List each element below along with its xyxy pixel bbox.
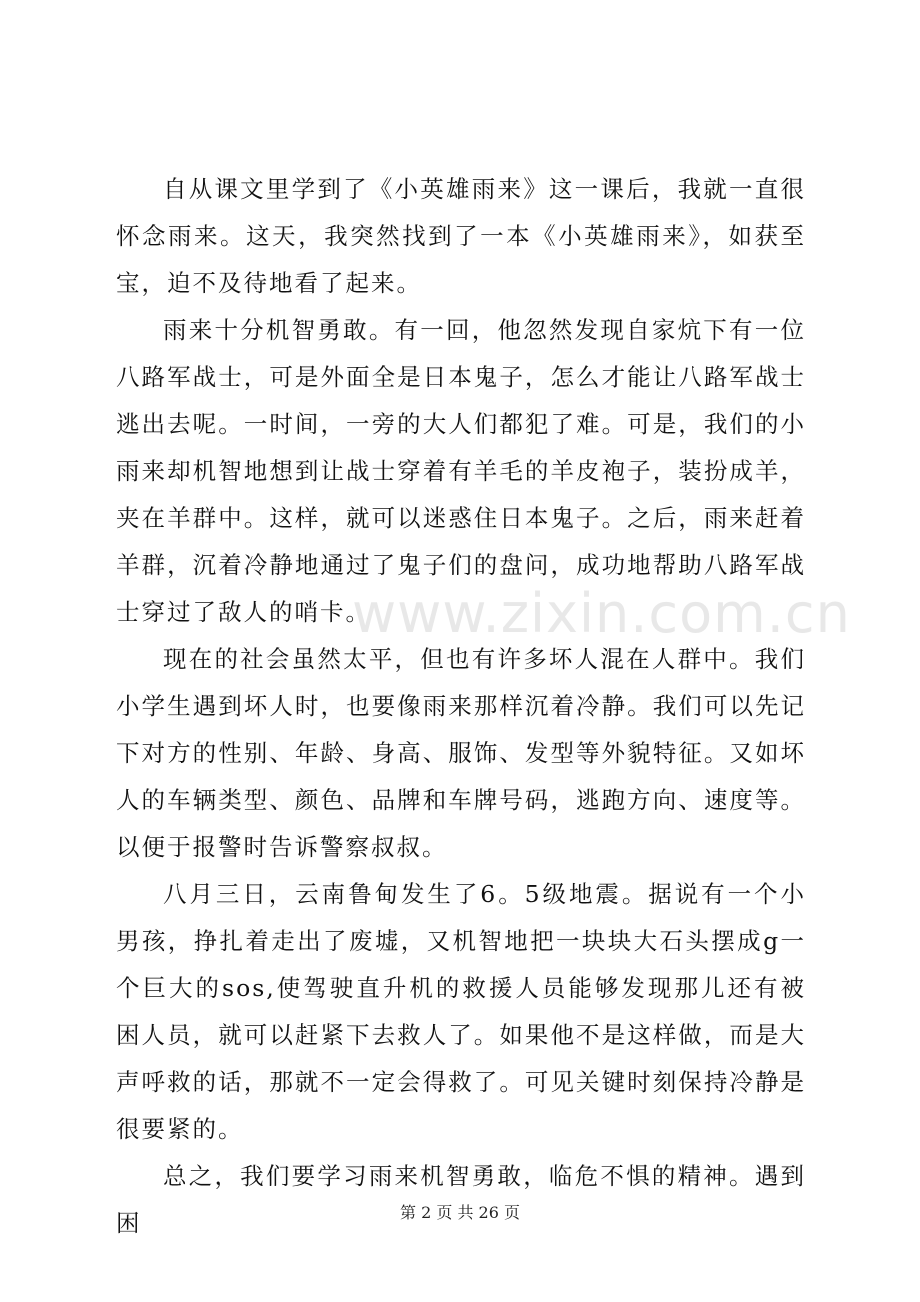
paragraph-3: 现在的社会虽然太平，但也有许多坏人混在人群中。我们小学生遇到坏人时，也要像雨来那样沉着冷静。我们可以先记下对方的性别、年龄、身高、服饰、发型等外貌特征。又如坏人的车辆类型、颜色、品牌和车牌号码，逃跑方向、速度等。以便于报警时告诉警察叔叔。 bbox=[116, 645, 806, 861]
paragraph-4: 八月三日，云南鲁甸发生了6。5级地震。据说有一个小男孩，挣扎着走出了废墟，又机智地把一块块大石头摆成g一个巨大的sos,使驾驶直升机的救援人员能够发现那儿还有被困人员，就可以赶紧下去救人了。如果他不是这样做，而是大声呼救的话，那就不一定会得救了。可见关键时刻保持冷静是很要紧的。 bbox=[116, 880, 806, 1143]
paragraph-5: 总之，我们要学习雨来机智勇敢，临危不惧的精神。遇到困 bbox=[116, 1162, 806, 1237]
watermark: www.zixin.com.cn bbox=[352, 582, 851, 645]
document-body bbox=[116, 166, 806, 1247]
paragraph-1: 自从课文里学到了《小英雄雨来》这一课后，我就一直很怀念雨来。这天，我突然找到了一本《小英雄雨来》，如获至宝，迫不及待地看了起来。 bbox=[116, 175, 806, 297]
paragraph-2: 雨来十分机智勇敢。有一回，他忽然发现自家炕下有一位八路军战士，可是外面全是日本鬼子，怎么才能让八路军战士逃出去呢。一时间，一旁的大人们都犯了难。可是，我们的小雨来却机智地想到让战士穿着有羊毛的羊皮袍子，装扮成羊，夹在羊群中。这样，就可以迷惑住日本鬼子。之后，雨来赶着羊群，沉着冷静地通过了鬼子们的盘问，成功地帮助八路军战士穿过了敌人的哨卡。 bbox=[116, 316, 806, 626]
page-footer: 第 2 页 共 26 页 bbox=[400, 1203, 520, 1222]
